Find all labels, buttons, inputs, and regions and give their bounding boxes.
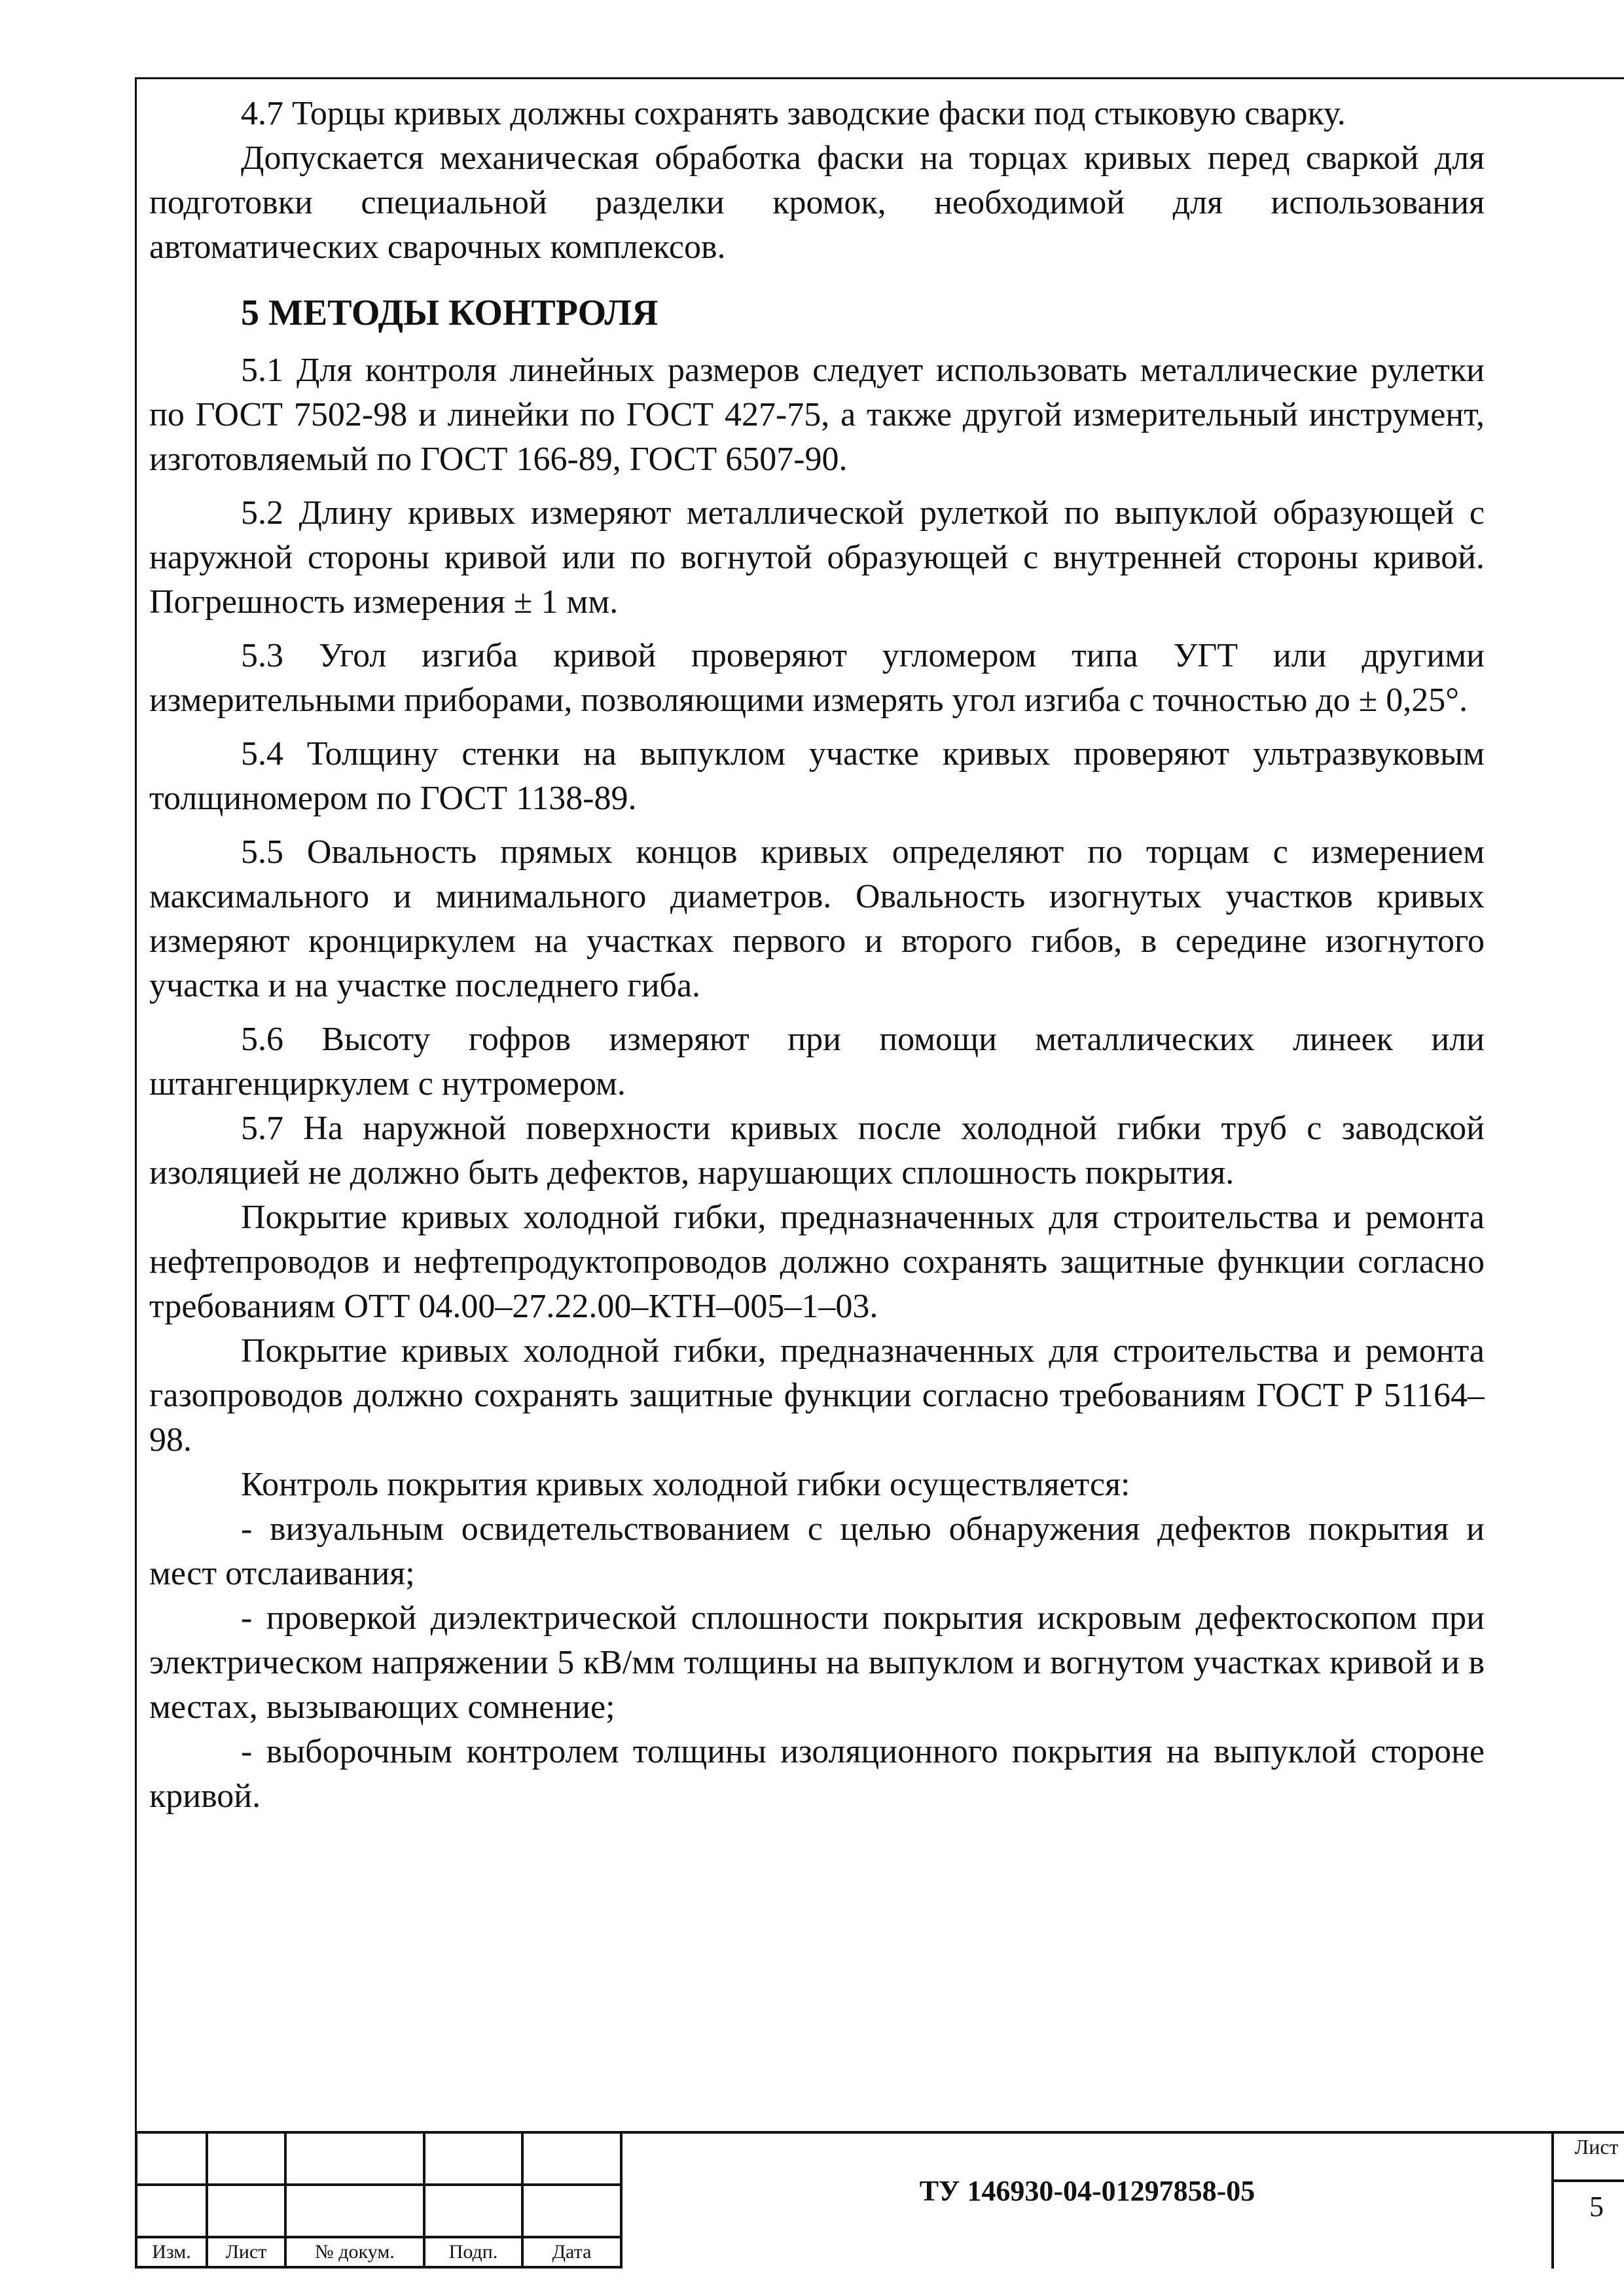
paragraph-chamfer-machining: Допускается механическая обработка фаски на торцах кривых перед сваркой для подготовки специальной разделки кромок, необходимой для использования автоматических сварочных комплексов. <box>149 139 1485 266</box>
paragraph-coating-control-intro: Контроль покрытия кривых холодной гибки осуществляется: <box>241 1466 1130 1503</box>
paragraph-5-7: 5.7 На наружной поверхности кривых после холодной гибки труб с заводской изоляцией не должно быть дефектов, нарушающих сплошность покрытия. <box>149 1110 1485 1192</box>
paragraph-5-4: 5.4 Толщину стенки на выпуклом участке кривых проверяют ультразвуковым толщиномером по ГОСТ 1138-89. <box>149 735 1485 817</box>
sheet-label: Лист <box>1574 2135 1619 2159</box>
title-block <box>135 2131 1624 2295</box>
paragraph-5-1: 5.1 Для контроля линейных размеров следует использовать металлические рулетки по ГОСТ 7502-98 и линейки по ГОСТ 427-75, а также другой измерительный инструмент, изготовляемый по ГОСТ 166-89, ГОСТ 6507-90. <box>149 352 1485 478</box>
frame-left-border <box>135 77 137 2185</box>
paragraph-4-7: 4.7 Торцы кривых должны сохранять заводские фаски под стыковую сварку. <box>241 95 1346 132</box>
sheet-number: 5 <box>1589 2191 1604 2223</box>
paragraph-5-6: 5.6 Высоту гофров измеряют при помощи металлических линеек или штангенциркулем с нутромером. <box>149 1021 1485 1102</box>
list-item-visual-inspection: - визуальным освидетельствованием с целью обнаружения дефектов покрытия и мест отслаивания; <box>149 1510 1485 1592</box>
column-label-signature: Подп. <box>448 2241 498 2263</box>
paragraph-5-2: 5.2 Длину кривых измеряют металлической рулеткой по выпуклой образующей с наружной стороны кривой или по вогнутой образующей с внутренней стороны кривой. Погрешность измерения ± 1 мм. <box>149 494 1485 621</box>
document-code: ТУ 146930-04-01297858-05 <box>919 2175 1255 2207</box>
list-item-dielectric-check: - проверкой диэлектрической сплошности покрытия искровым дефектоскопом при электрическом напряжении 5 кВ/мм толщины на выпуклом и вогнутом участках кривой и в местах, вызывающих сомнение; <box>149 1599 1485 1726</box>
column-label-sheet: Лист <box>225 2241 267 2263</box>
paragraph-coating-oil-pipelines: Покрытие кривых холодной гибки, предназначенных для строительства и ремонта нефтепроводов и нефтепродуктопроводов должно сохранять защитные функции согласно требованиям ОТТ 04.00–27.22.00–КТН–005–1–03. <box>149 1199 1485 1325</box>
column-label-change: Изм. <box>152 2241 191 2263</box>
list-item-thickness-control: - выборочным контролем толщины изоляционного покрытия на выпуклой стороне кривой. <box>149 1733 1485 1815</box>
frame-top-border <box>135 77 1624 79</box>
paragraph-5-3: 5.3 Угол изгиба кривой проверяют угломером типа УГТ или другими измерительными приборами, позволяющими измерять угол изгиба с точностью до ± 0,25°. <box>149 637 1485 719</box>
column-label-date: Дата <box>552 2241 592 2263</box>
document-body <box>149 92 1485 2082</box>
paragraph-coating-gas-pipelines: Покрытие кривых холодной гибки, предназначенных для строительства и ремонта газопроводов должно сохранять защитные функции согласно требованиям ГОСТ Р 51164–98. <box>149 1332 1485 1459</box>
sheet-cell-divider <box>1551 2179 1624 2182</box>
paragraph-5-5: 5.5 Овальность прямых концов кривых определяют по торцам с измерением максимального и минимального диаметров. Овальность изогнутых участков кривых измеряют кронциркулем на участках первого и второго гибов, в середине изогнутого участка и на участке последнего гиба. <box>149 833 1485 1004</box>
title-block-top-line <box>135 2131 1624 2134</box>
section-heading-5: 5 МЕТОДЫ КОНТРОЛЯ <box>241 293 659 333</box>
column-label-document-number: № докум. <box>315 2241 395 2263</box>
